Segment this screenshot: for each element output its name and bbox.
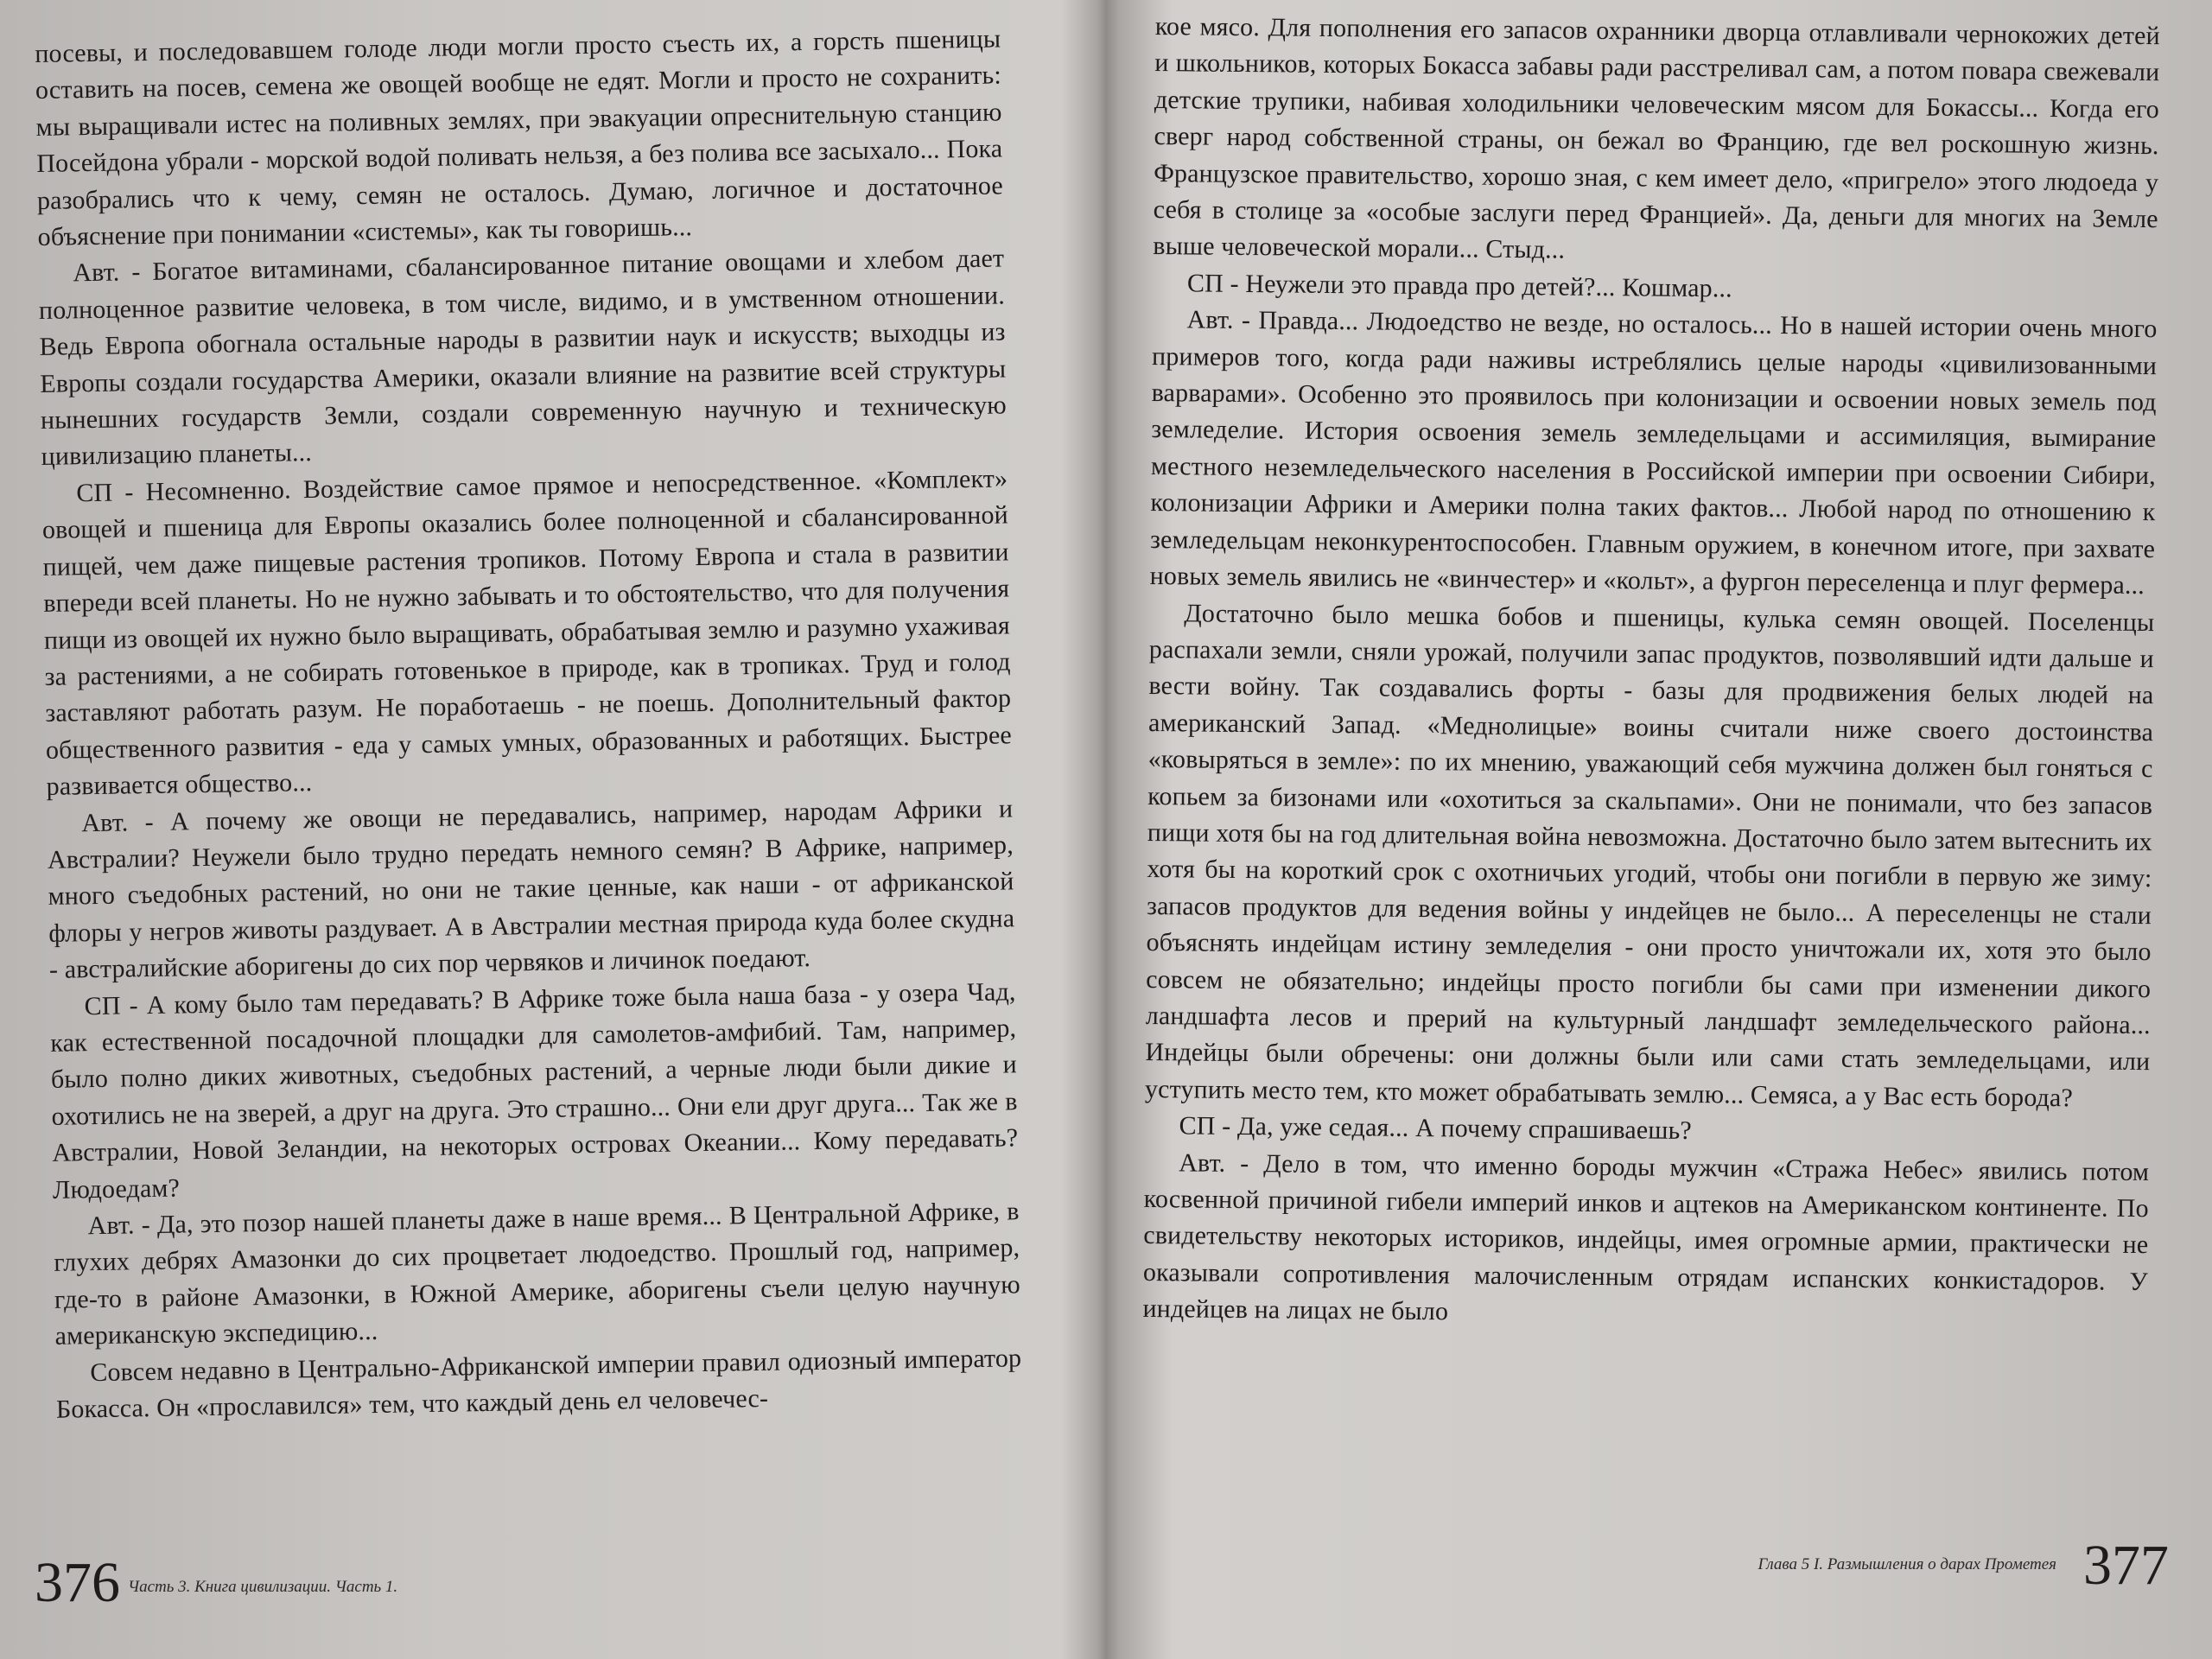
running-head: Часть 3. Книга цивилизации. Часть 1. xyxy=(128,1578,398,1596)
paragraph: Совсем недавно в Центрально-Африканской империи правил одиозный император Бокасса. Он «прославился» тем, что каждый день ел человечес- xyxy=(55,1343,1022,1424)
left-page xyxy=(0,0,1078,1659)
page-number: 376 xyxy=(35,1551,120,1614)
paragraph: Авт. - Да, это позор нашей планеты даже в наше время... В Центральной Африке, в глухих дебрях Амазонки до сих процветает людоедство. Прошлый год, например, где-то в районе Амазонки, в Южной Америке, аборигены съели целую научную американскую экспедицию... xyxy=(54,1197,1021,1351)
left-page-text xyxy=(35,21,1022,1428)
paragraph: посевы, и последовавшем голоде люди могли просто съесть их, а горсть пшеницы оставить на посев, семена же овощей вообще не едят. Могли и просто не сохранить: мы выращивали истес на поливных землях, при эвакуации опреснительную станцию Посейдона убрали - морской водой поливать нельзя, а без полива все засыхало... Пока разобрались что к чему, семян не осталось. Думаю, логичное и достаточное объяснение при понимании «системы», как ты говоришь... xyxy=(35,24,1004,252)
page-number: 377 xyxy=(2083,1534,2169,1597)
paragraph: кое мясо. Для пополнения его запасов охранники дворца отлавливали чернокожих детей и школьников, которых Бокасса забавы ради расстреливал сам, а потом повара свежевали детские трупики, набивая холодильники человеческим мясом для Бокассы... Когда его сверг народ собственной страны, он бежал во Францию, где вел роскошную жизнь. Французское правительство, хорошо зная, с кем имеет дело, «пригрело» этого людоеда у себя в столице за «особые заслуги перед Францией». Да, деньги для многих на Земле выше человеческой морали... Стыд... xyxy=(1153,11,2160,265)
running-head: Глава 5 I. Размышления о дарах Прометея xyxy=(1758,1555,2056,1573)
right-page-text xyxy=(1142,9,2160,1338)
paragraph: Авт. - А почему же овощи не передавались, например, народам Африки и Австралии? Неужели было трудно передать немного семян? В Африке, например, много съедобных растений, но они не такие ценные, как наши - от африканской флоры у негров животы раздувает. А в Австралии местная природа куда более скудна - австралийские аборигены до сих пор червяков и личинок поедают. xyxy=(47,793,1015,985)
paragraph: Достаточно было мешка бобов и пшеницы, кулька семян овощей. Поселенцы распахали земли, сняли урожай, получили запас продуктов, позволявший идти дальше и вести войну. Так создавались форты - базы для продвижения белых людей на американский Запад. «Меднолицые» воины считали ниже своего достоинства «ковыряться в земле»: по их мнению, уважающий себя мужчина должен был гоняться с копьем за бизонами или «охотиться за скальпами». Они не понимали, что без запасов пищи хотя бы на год длительная война невозможна. Достаточно было затем вытеснить их хотя бы на короткий срок с охотничьих угодий, чтобы они погибли в первую же зиму: запасов продуктов для ведения войны у индейцев не было... А переселенцы не стали объяснять индейцам истину земледелия - они просто уничтожали их, хотя это было совсем не обязательно; индейцы просто погибли бы сами при изменении дикого ландшафта лесов и прерий на культурный ландшафт земледельческого района... Индейцы были обречены: они должны были или сами стать земледельцами, или уступить место тем, кто может обрабатывать землю... Семяса, а у Вас есть борода? xyxy=(1144,598,2155,1113)
paragraph: СП - Несомненно. Воздействие самое прямое и непосредственное. «Комплект» овощей и пшеница для Европы оказались более полноценной и сбалансированной пищей, чем даже пищевые растения тропиков. Потому Европа и стала в развитии впереди всей планеты. Но не нужно забывать и то обстоятельство, что для получения пищи из овощей их нужно было выращивать, обрабатывая землю и разумно ухаживая за растениями, а не собирать готовенькое в природе, как в тропиках. Труд и голод заставляют работать разум. Не поработаешь - не поешь. Дополнительный фактор общественного развития - еда у самых умных, образованных и работящих. Быстрее развивается общество... xyxy=(41,464,1013,802)
right-page xyxy=(1090,0,2212,1659)
paragraph: СП - Неужели это правда про детей?... Кошмар... xyxy=(1186,269,1732,303)
paragraph: СП - Да, уже седая... А почему спрашиваешь? xyxy=(1179,1111,1693,1146)
paragraph: СП - А кому было там передавать? В Африке тоже была наша база - у озера Чад, как естественной посадочной площадки для самолетов-амфибий. Там, например, было полно диких животных, съедобных растений, а черные люди были дикие и охотились не на зверей, а друг на друга. Это страшно... Они ели друг друга... Так же в Австралии, Новой Зеландии, на некоторых островах Океании... Кому передавать? Людоедам? xyxy=(50,976,1019,1205)
paragraph: Авт. - Дело в том, что именно бороды мужчин «Стража Небес» явились потом косвенной причиной гибели империй инков и ацтеков на Американском континенте. По свидетельству некоторых историков, индейцы, имея огромные армии, практически не оказывали сопротивления малочисленным отрядам испанских конкистадоров. У индейцев на лицах не было xyxy=(1142,1147,2150,1326)
paragraph: Авт. - Богатое витаминами, сбалансированное питание овощами и хлебом дает полноценное развитие человека, в том числе, видимо, и в умственном отношении. Ведь Европа обогнала остальные народы в развитии наук и искусств; выходцы из Европы создали государства Америки, оказали влияние на развитие всей структуры нынешних государств Земли, создали современную научную и техническую цивилизацию планеты... xyxy=(38,244,1007,472)
paragraph: Авт. - Правда... Людоедство не везде, но осталось... Но в нашей истории очень много примеров того, когда ради наживы истреблялись целые народы «цивилизованными варварами». Особенно это проявилось при колонизации и освоении новых земель под земледелие. История освоения земель земледельцами и ассимиляция, вымирание местного неземледельческого населения в Российской империи при освоении Сибири, колонизации Африки и Америки полна таких фактов... Любой народ по отношению к земледельцам неконкурентоспособен. Главным оружием, в конечном итоге, при захвате новых земель явились не «винчестер» и «кольт», а фургон переселенца и плуг фермера... xyxy=(1149,305,2158,601)
